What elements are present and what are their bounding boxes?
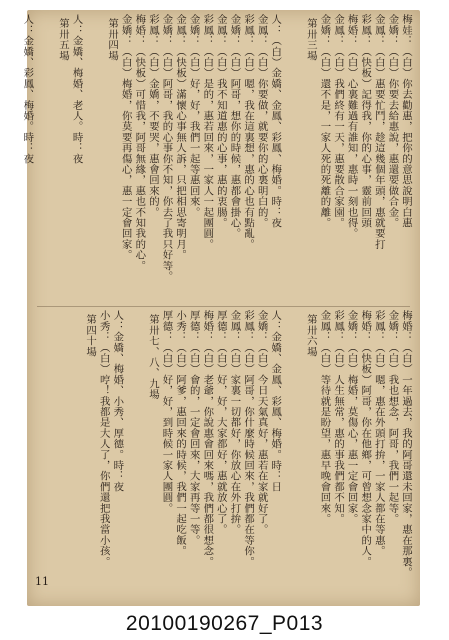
text-column: 金鳳：（白）家裏一切都好，你放心在外打拚。 (228, 310, 241, 535)
scene-heading: 第卅五場 (56, 18, 69, 61)
image-caption: 20100190267_P013 (125, 612, 324, 635)
text-column: 梅婚：（白）心裏難過有誰知，惠時一刻也得。 (345, 14, 358, 239)
text-column: 金嬌：（白）好，好，我們一起等惠回來。 (187, 14, 200, 218)
text-column: 梅婚：（白）一年過去，我的阿哥還未回家，惠在那裏。 (400, 310, 412, 578)
text-column: 金嬌：（白）梅婚，莫傷心，惠一定會回家。 (345, 310, 358, 524)
text-column: 金鳳：（白）我不知道惠的心事，惠的衷腸。 (214, 14, 227, 228)
text-column: 人：金嬌、梅婚、老人。時：夜 (70, 14, 83, 164)
text-column: 梅婚：（快板）可惜我，阿哥無緣，惠也不知我的心。 (133, 14, 146, 271)
text-column: 小秀：（白）哼！我都是大人了，你們還把我當小孩。 (97, 310, 110, 567)
text-column: 彩鳳：（快板）記得我，你的心事，靈前回頭 (359, 14, 372, 228)
scene-heading: 第卅六場 (304, 314, 317, 357)
text-column: 人：金嬌、彩鳳、梅婚。時：夜 (21, 14, 34, 164)
text-column: 彩鳳：（白）嗯，我在這裏想，惠的心也有點亂。 (242, 14, 255, 250)
text-column: 彩鳳：（白）是的，惠若回來，一家人一起團圓。 (201, 14, 214, 250)
text-column: 人：金嬌、梅婚、小秀、厚德。時：夜 (111, 310, 124, 492)
text-column: 梅娃：（白）你去勸惠，把你的意思說明白惠 (400, 14, 412, 228)
text-column: 梅婚：（快板）阿哥，你在他鄉，可曾想念家中的人。 (359, 310, 372, 567)
text-column: 彩鳳：（白）阿哥，你什麼時候回來，我們都在等你。 (242, 310, 255, 567)
text-column: 金嬌：（白）我也想念，阿哥，我們一起等。 (386, 310, 399, 524)
scene-heading: 第卅七、八、九場 (146, 314, 159, 400)
scene-heading: 第四十場 (84, 314, 97, 357)
text-column: 金鳳：（快板）滿懷心事無人訴，只把相思寄明月。 (174, 14, 187, 261)
text-column: 梅婚：（白）老爺，你說惠會回來嗎，我們都很想念。 (201, 310, 214, 567)
scene-heading: 第卅四場 (106, 18, 119, 61)
text-column: 彩鳳：（白）嗯，惠在外頭打拚，一家人都在等惠。 (372, 310, 385, 557)
upper-text-block (21, 14, 412, 301)
text-column: 厚德：（白）會的，一定會回來，大家再等一等。 (187, 310, 200, 546)
text-column: 厚德：（白）好，好，到時候一家人團圓。 (160, 310, 173, 514)
text-column: 金嬌：（白）今日天氣真好，惠若在家就好了。 (255, 310, 268, 535)
page-number: 11 (35, 575, 49, 588)
scene-heading: 第卅三場 (304, 18, 317, 61)
text-column: 金嬌：（白）還不是，一家人死的死離的離。 (318, 14, 331, 228)
scanned-page (21, 10, 420, 606)
text-column: 小秀：（白）阿爹，惠回來的時候，我們一起吃飯。 (174, 310, 187, 557)
text-column: 彩鳳：（白）金嬌，不要哭，惠會回來的。 (146, 14, 159, 218)
text-column: 金嬌：（白）你要去給惠說，惠還要做合金。 (386, 14, 399, 228)
text-column: 金嬌：（白）阿哥，想你的時候，惠都會掛心。 (228, 14, 241, 239)
upper-text-columns (21, 14, 412, 301)
text-column: 金嬌：（白）阿哥，我的心事你不知，你去了我只好等。 (160, 14, 173, 282)
page-divider (37, 306, 410, 307)
text-column: 金鳳：（白）你要做，就要你的心裏明白的。 (255, 14, 268, 228)
lower-text-columns (35, 310, 412, 597)
text-column: 彩鳳：（白）人生無常，惠的事我們都不知。 (332, 310, 345, 524)
text-column: 厚德：（白）好，好，大家都好，惠就放心了。 (214, 310, 227, 535)
text-column: 金嬌：（白）梅婚，你莫要再傷心，惠一定會回家。 (119, 14, 132, 261)
text-column: 金鳳：（白）我們終有一天，惠要散合家園。 (332, 14, 345, 228)
text-column: 人：金嬌、金鳳、彩鳳、梅婚。時：日 (269, 310, 282, 492)
lower-text-block (35, 310, 412, 597)
text-column: 人：（白）金嬌、金鳳、彩鳳、梅婚。時：夜 (269, 14, 282, 228)
text-column: 金鳳：（白）惠要忙鬥，趁這幾個年頭，惠就要打 (372, 14, 385, 250)
text-column: 金鳳：（白）等待就是盼望，惠早晚會回來。 (318, 310, 331, 524)
